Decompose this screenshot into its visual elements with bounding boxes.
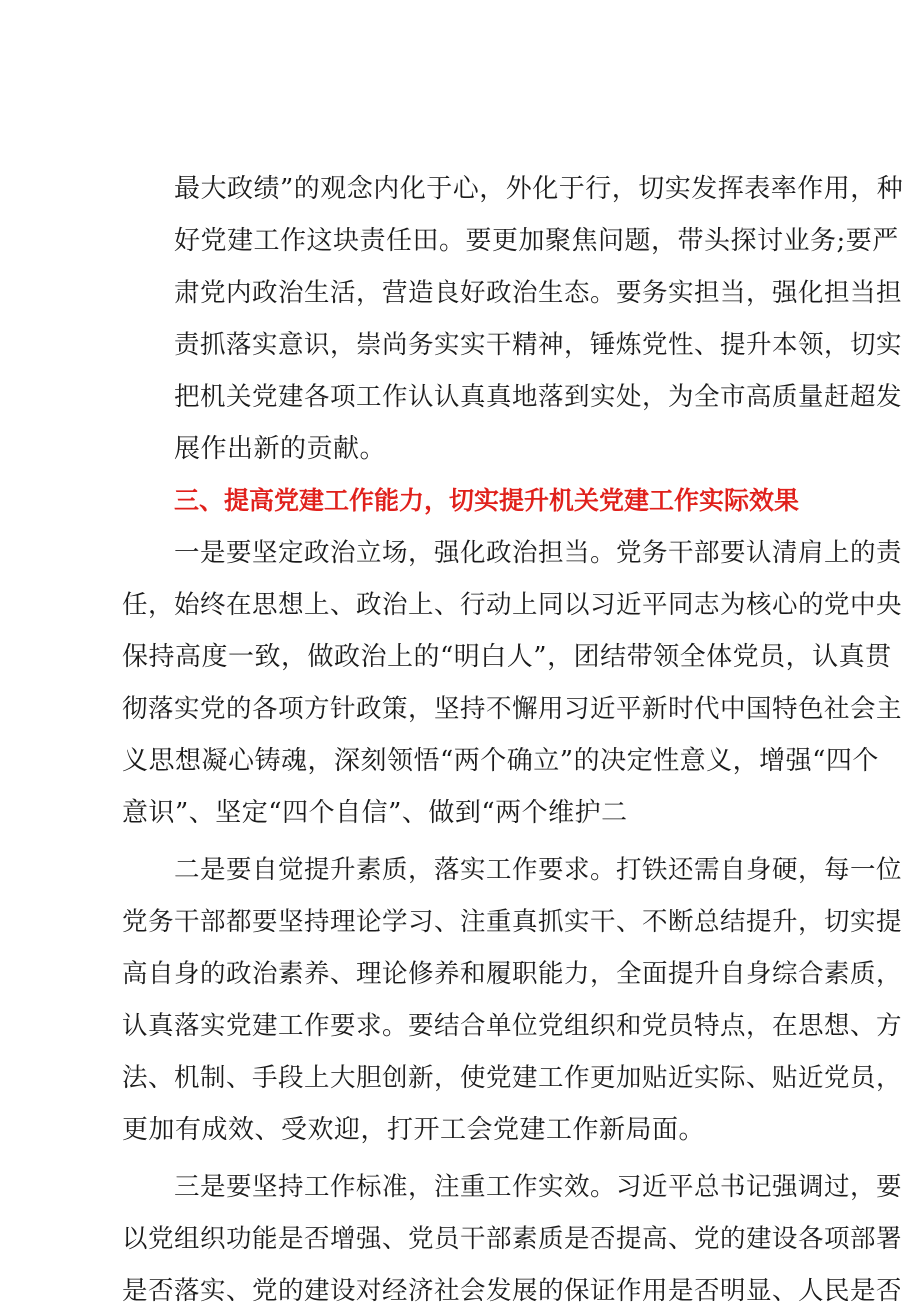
text-line: 肃党内政治生活，营造良好政治生态。要务实担当，强化担当担 xyxy=(174,278,903,308)
text-line: 一是要坚定政治立场，强化政治担当。党务干部要认清肩上的责 xyxy=(174,538,903,568)
text-line: 把机关党建各项工作认认真真地落到实处，为全市高质量赶超发 xyxy=(174,382,903,412)
text-line: 是否落实、党的建设对经济社会发展的保证作用是否明显、人民是否 xyxy=(122,1276,903,1306)
text-line: 更加有成效、受欢迎，打开工会党建工作新局面。 xyxy=(122,1115,706,1145)
text-line: 以党组织功能是否增强、党员干部素质是否提高、党的建设各项部署 xyxy=(122,1224,903,1254)
text-line: 展作出新的贡献。 xyxy=(174,434,387,464)
text-line: 二是要自觉提升素质，落实工作要求。打铁还需自身硬，每一位 xyxy=(174,855,903,885)
text-line: 任，始终在思想上、政治上、行动上同以习近平同志为核心的党中央 xyxy=(122,590,903,620)
text-line: 三是要坚持工作标准，注重工作实效。习近平总书记强调过，要 xyxy=(174,1172,903,1202)
text-line: 保持高度一致，做政治上的“明白人”，团结带领全体党员，认真贯 xyxy=(122,642,892,672)
text-line: 党务干部都要坚持理论学习、注重真抓实干、不断总结提升，切实提 xyxy=(122,907,903,937)
text-line: 最大政绩”的观念内化于心，外化于行，切实发挥表率作用，种 xyxy=(174,174,904,204)
section-heading: 三、提高党建工作能力，切实提升机关党建工作实际效果 xyxy=(174,486,800,515)
text-line: 意识”、坚定“四个自信”、做到“两个维护二 xyxy=(122,798,628,828)
text-line: 好党建工作这块责任田。要更加聚焦问题，带头探讨业务;要严 xyxy=(174,226,899,256)
text-line: 义思想凝心铸魂，深刻领悟“两个确立”的决定性意义，增强“四个 xyxy=(122,746,879,776)
text-line: 认真落实党建工作要求。要结合单位党组织和党员特点，在思想、方 xyxy=(122,1011,903,1041)
text-line: 高自身的政治素养、理论修养和履职能力，全面提升自身综合素质， xyxy=(122,959,903,989)
text-line: 彻落实党的各项方针政策，坚持不懈用习近平新时代中国特色社会主 xyxy=(122,694,903,724)
text-line: 法、机制、手段上大胆创新，使党建工作更加贴近实际、贴近党员， xyxy=(122,1063,903,1093)
text-line: 责抓落实意识，崇尚务实实干精神，锤炼党性、提升本领，切实 xyxy=(174,330,903,360)
